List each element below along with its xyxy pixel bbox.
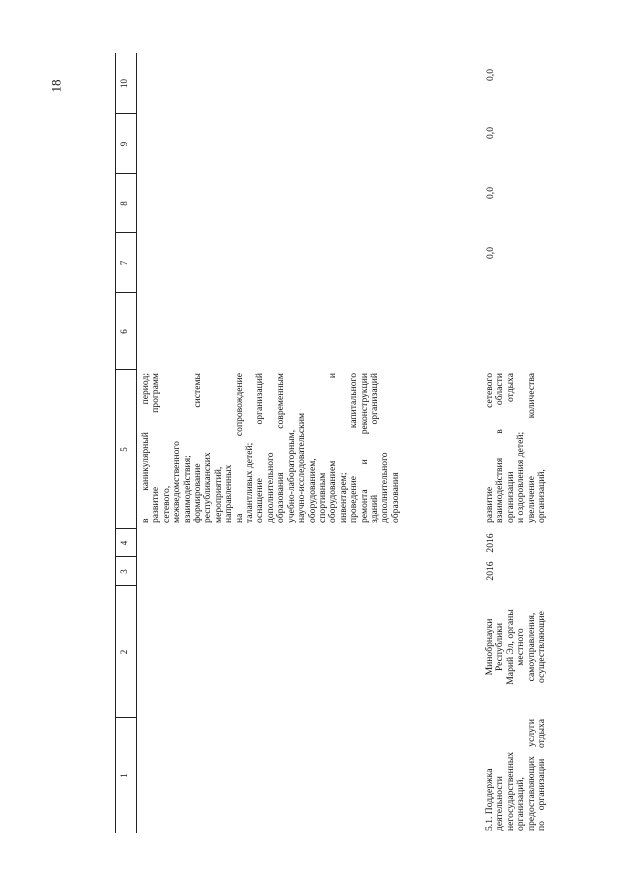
table-header [115,53,139,833]
text-line: развитие сетевого [484,373,495,523]
header-col-4: 4 [119,540,129,546]
text-line: организаций, [515,777,527,831]
text-line: организации отдыха [504,373,516,523]
text-line: оборудованием и [327,373,339,523]
header-col-8: 8 [119,201,129,206]
row-5-1-col4: 2016 [485,533,496,553]
text-line: негосударственных [504,751,516,831]
text-line: республиканских [202,452,214,523]
text-line: сетевого, [160,485,172,523]
header-top-border [115,53,116,833]
text-line: оснащение организаций [254,373,266,523]
text-line: Марий Эл, органы [504,609,516,685]
text-line: спортивным [316,472,328,523]
row-5-1-col1 [485,719,547,831]
text-line: и оздоровления детей; [515,431,527,523]
row-5-1-col8: 0,0 [485,187,496,199]
text-line: проведение капитального [348,373,360,523]
text-line: ремонта и реконструкции [358,373,370,523]
text-line: развитие программ [150,373,162,523]
row-5-1-col2 [485,591,547,703]
text-line: оборудованием, [306,458,318,523]
header-col-7: 7 [119,260,129,266]
text-line: Минобрнауки [484,618,495,676]
row-5-1-col5 [485,373,547,523]
text-line: учебно-лабораторным, [285,429,297,523]
text-line: направленных [223,464,235,523]
header-col-1: 1 [119,773,129,778]
header-col-3: 3 [119,569,129,574]
row-5-1-col9: 0,0 [485,127,496,139]
text-line: увеличение количества [525,373,537,523]
continuation-col5 [141,373,401,523]
row-5-1-col10: 0,0 [485,69,496,81]
text-line: образования [389,472,401,523]
text-line: самоуправления, [525,612,537,682]
text-line: деятельности [494,776,506,831]
header-col-5: 5 [119,447,129,452]
text-line: по организации отдыха [536,719,548,831]
text-line: Республики [494,622,506,672]
text-line: на сопровождение [233,373,245,523]
text-line: местного [515,628,527,666]
text-line: осуществляющие [536,611,548,683]
text-line: зданий организаций [368,373,380,523]
header-bottom-border [136,53,137,833]
text-line: дополнительного [379,452,391,523]
text-line: межведомственного [171,441,183,523]
text-line: формирование системы [192,373,204,523]
rotated-table [115,53,635,833]
text-line: дополнительного [264,452,276,523]
header-col-6: 6 [119,329,129,334]
text-line: организаций, [536,469,548,523]
row-5-1-col7: 0,0 [485,247,496,259]
text-line: взаимодействия в области [494,373,506,523]
page-number: 18 [48,79,64,93]
text-line: научно-исследовательским [296,412,308,523]
header-col-10: 10 [119,79,129,88]
text-line: в каникулярный период; [140,373,151,523]
text-line: инвентарем; [337,472,349,523]
text-line: талантливых детей; [244,442,256,523]
text-line: предоставляющих услуги [525,719,537,831]
text-line: взаимодействия; [181,455,193,523]
text-line: мероприятий, [212,466,224,523]
row-5-1-col3: 2016 [485,561,496,581]
text-line: 5.1. Поддержка [484,768,495,831]
text-line: образования современным [275,373,287,523]
header-col-2: 2 [119,649,129,655]
header-col-9: 9 [119,141,129,147]
